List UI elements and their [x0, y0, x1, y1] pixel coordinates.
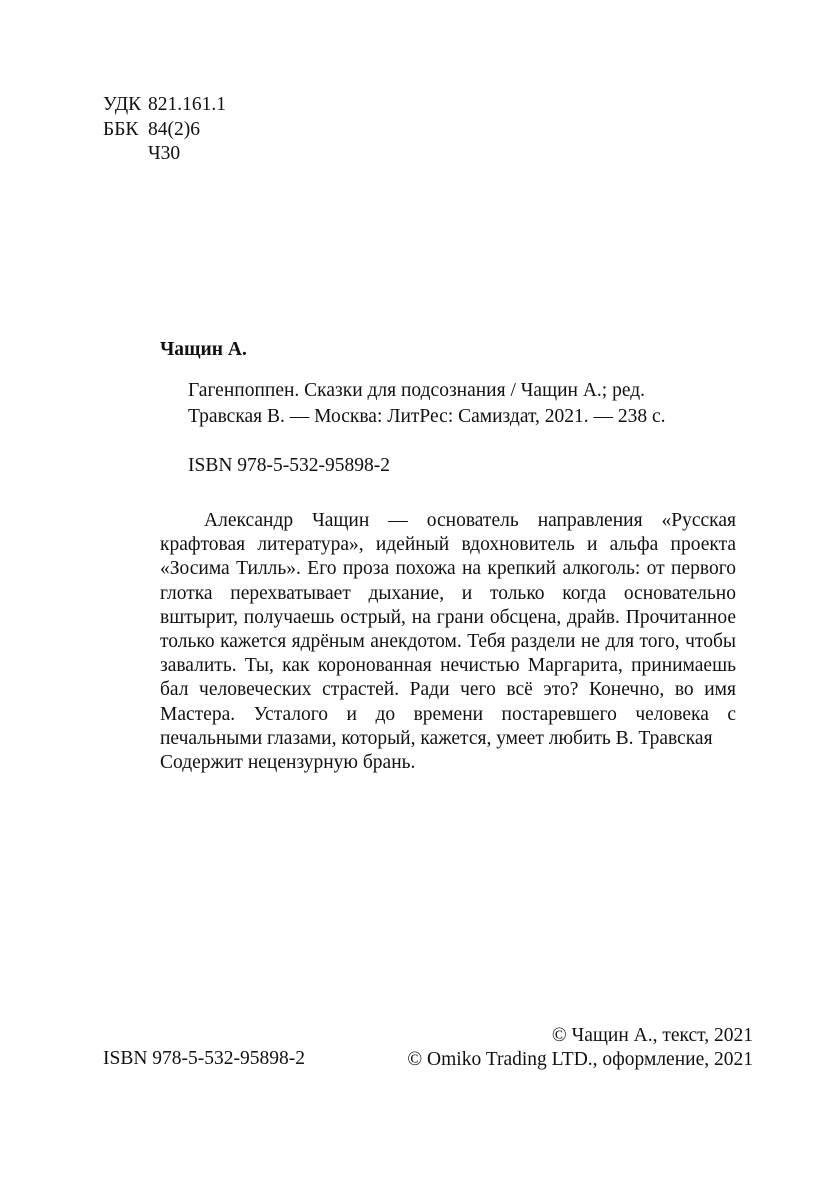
author-heading: Чащин А. [160, 339, 247, 360]
bbk-label: ББК [103, 119, 139, 140]
annotation-text: Александр Чащин — основатель направления «Русская крафтовая литература», идейный вдохновитель и альфа проекта «Зосима Тилль». Его проза похожа на крепкий алкоголь: от первого глотка перехватывает дыхание, и только когда основательно вштырит, получаешь острый, на грани обсцена, драйв. Прочитанное только кажется ядрёным анекдотом. Тебя раздели не для того, чтобы завалить. Ты, как коронованная нечистью Маргарита, принимаешь бал человеческих страстей. Ради чего всё это? Конечно, во имя Мастера. Усталого и до времени постаревшего человека с печальными глазами, который, кажется, умеет любить В. Травская [160, 510, 736, 749]
author-sign: Ч30 [148, 143, 181, 164]
bibliographic-description [188, 378, 666, 430]
bibliographic-line-2: Травская В. — Москва: ЛитРес: Самиздат, 2021. — 238 с. [188, 406, 666, 427]
content-warning: Содержит нецензурную брань. [160, 752, 416, 774]
annotation-paragraph [160, 509, 736, 775]
udk-label: УДК [103, 94, 142, 115]
udk-value: 821.161.1 [148, 94, 226, 115]
bbk-value: 84(2)6 [148, 119, 200, 140]
bibliographic-line-1: Гагенпоппен. Сказки для подсознания / Чащин А.; ред. [188, 380, 646, 401]
copyright-block [407, 1024, 753, 1072]
isbn-main: ISBN 978-5-532-95898-2 [188, 455, 391, 476]
annotation [160, 509, 736, 775]
copyright-design: © Omiko Trading LTD., оформление, 2021 [407, 1049, 753, 1070]
isbn-bottom: ISBN 978-5-532-95898-2 [103, 1048, 306, 1069]
copyright-text: © Чащин А., текст, 2021 [551, 1025, 753, 1046]
